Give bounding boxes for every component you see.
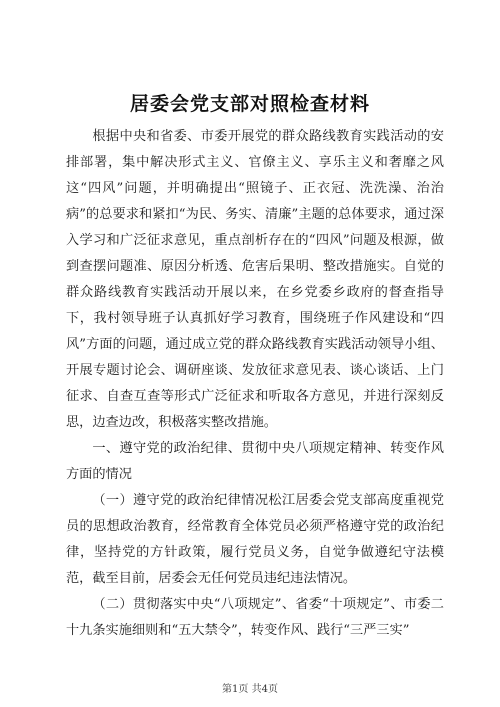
document-body xyxy=(66,124,444,644)
paragraph-intro: 根据中央和省委、市委开展党的群众路线教育实践活动的安排部署，集中解决形式主义、官僚主义、享乐主义和奢靡之风这“四风”问题，并明确提出“照镜子、正衣冠、洗洗澡、治治病”的总要求和紧扣“为民、务实、清廉”主题的总体要求，通过深入学习和广泛征求意见，重点剖析存在的“四风”问题及根源，做到查摆问题准、原因分析透、危害后果明、整改措施实。自觉的群众路线教育实践活动开展以来，在乡党委乡政府的督查指导下，我村领导班子认真抓好学习教育，围绕班子作风建设和“四风”方面的问题，通过成立党的群众路线教育实践活动领导小组、开展专题讨论会、调研座谈、发放征求意见表、谈心谈话、上门征求、自查互查等形式广泛征求和听取各方意见，并进行深刻反思，边查边改，积极落实整改措施。 xyxy=(66,129,444,430)
document-title: 居委会党支部对照检查材料 xyxy=(129,93,370,115)
paragraph-subsection-2: （二）贯彻落实中央“八项规定”、省委“十项规定”、市委二十九条实施细则和“五大禁令”，转变作风、践行“三严三实” xyxy=(66,597,444,638)
section-heading: 一、遵守党的政治纪律、贯彻中央八项规定精神、转变作风方面的情况 xyxy=(66,441,444,482)
paragraph-subsection-1: （一）遵守党的政治纪律情况松江居委会党支部高度重视党员的思想政治教育，经常教育全体党员必须严格遵守党的政治纪律，坚持党的方针政策，履行党员义务，自觉争做遵纪守法模范，截至目前，居委会无任何党员违纪违法情况。 xyxy=(66,493,444,586)
page-number-footer: 第1页 共4页 xyxy=(222,684,278,695)
